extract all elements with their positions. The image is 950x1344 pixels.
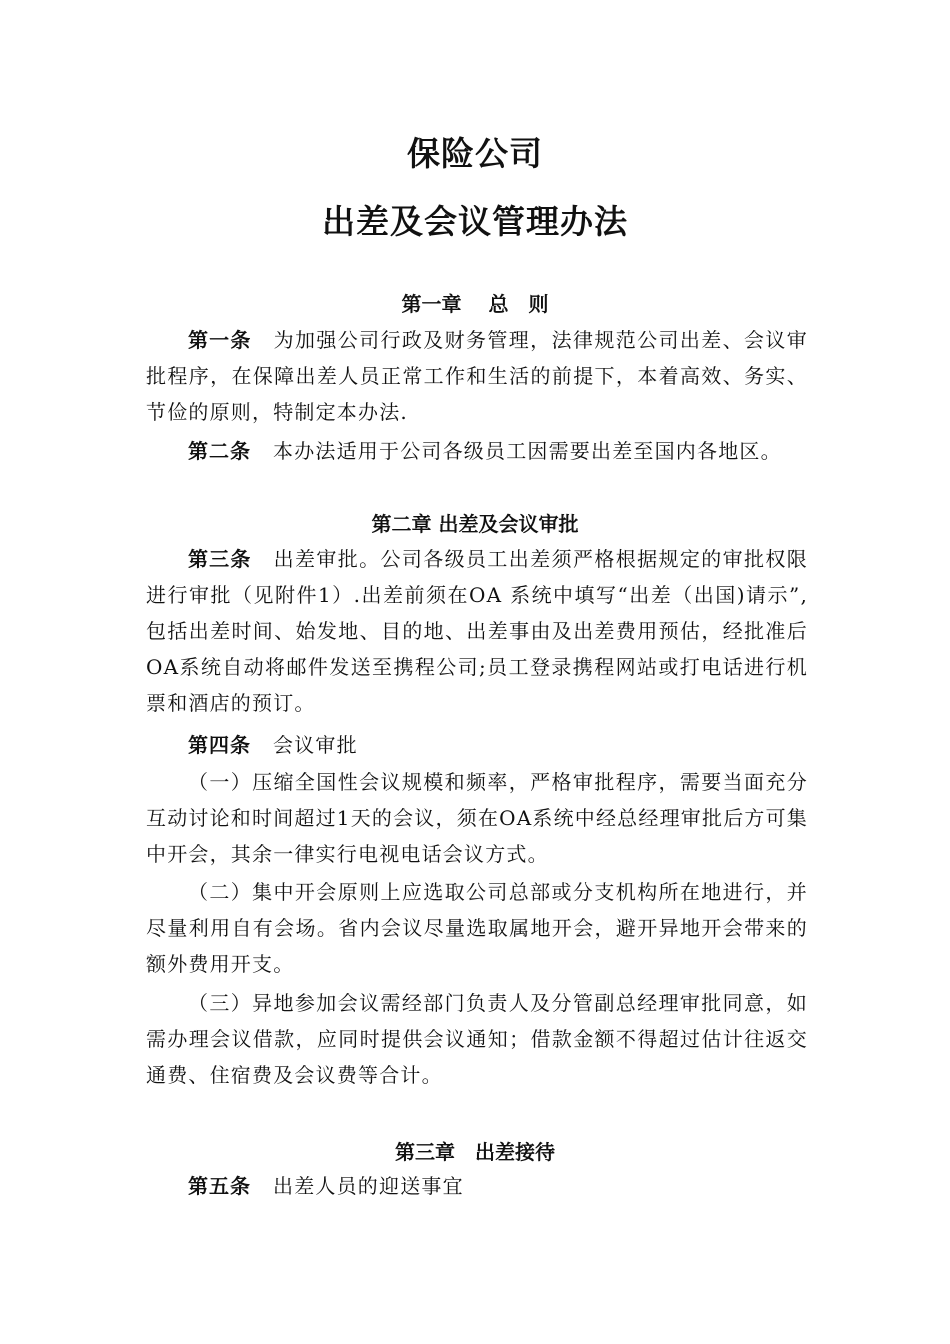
article-4 (146, 727, 808, 763)
article-2 (146, 433, 808, 469)
article-text: 出差审批。公司各级员工出差须严格根据规定的审批权限进行审批（见附件1）.出差前须在OA 系统中填写“出差（出国)请示”,包括出差时间、始发地、目的地、出差事由及出差费用预估，经批准后OA系统自动将邮件发送至携程公司;员工登录携程网站或打电话进行机票和酒店的预订。 (146, 547, 809, 715)
article-5 (146, 1168, 808, 1204)
article-4-item-3: （三）异地参加会议需经部门负责人及分管副总经理审批同意，如需办理会议借款，应同时提供会议通知；借款金额不得超过估计往返交通费、住宿费及会议费等合计。 (146, 991, 808, 1087)
document-title-line1: 保险公司 (407, 134, 543, 173)
article-label: 第三条 (188, 547, 252, 571)
article-text: 会议审批 (273, 733, 358, 757)
article-4-item-1: （一）压缩全国性会议规模和频率，严格审批程序，需要当面充分互动讨论和时间超过1天的会议，须在OA系统中经总经理审批后方可集中开会，其余一律实行电视电话会议方式。 (146, 770, 808, 866)
article-3 (146, 541, 808, 721)
document-title-line2: 出差及会议管理办法 (322, 202, 628, 241)
article-text: 出差人员的迎送事宜 (273, 1174, 464, 1198)
article-label: 第二条 (188, 439, 251, 463)
chapter-3-heading: 第三章 出差接待 (395, 1140, 555, 1164)
article-text: 为加强公司行政及财务管理，法律规范公司出差、会议审批程序，在保障出差人员正常工作和生活的前提下，本着高效、务实、节俭的原则，特制定本办法. (146, 328, 809, 424)
chapter-2-heading: 第二章 出差及会议审批 (371, 512, 579, 536)
chapter-1-heading: 第一章 总 则 (401, 292, 549, 316)
article-4-item-2: （二）集中开会原则上应选取公司总部或分支机构所在地进行，并尽量利用自有会场。省内会议尽量选取属地开会，避开异地开会带来的额外费用开支。 (146, 880, 808, 976)
article-label: 第一条 (188, 328, 252, 352)
article-label: 第四条 (188, 733, 251, 757)
article-label: 第五条 (188, 1174, 251, 1198)
article-text: 本办法适用于公司各级员工因需要出差至国内各地区。 (273, 439, 782, 463)
article-1 (146, 322, 808, 430)
